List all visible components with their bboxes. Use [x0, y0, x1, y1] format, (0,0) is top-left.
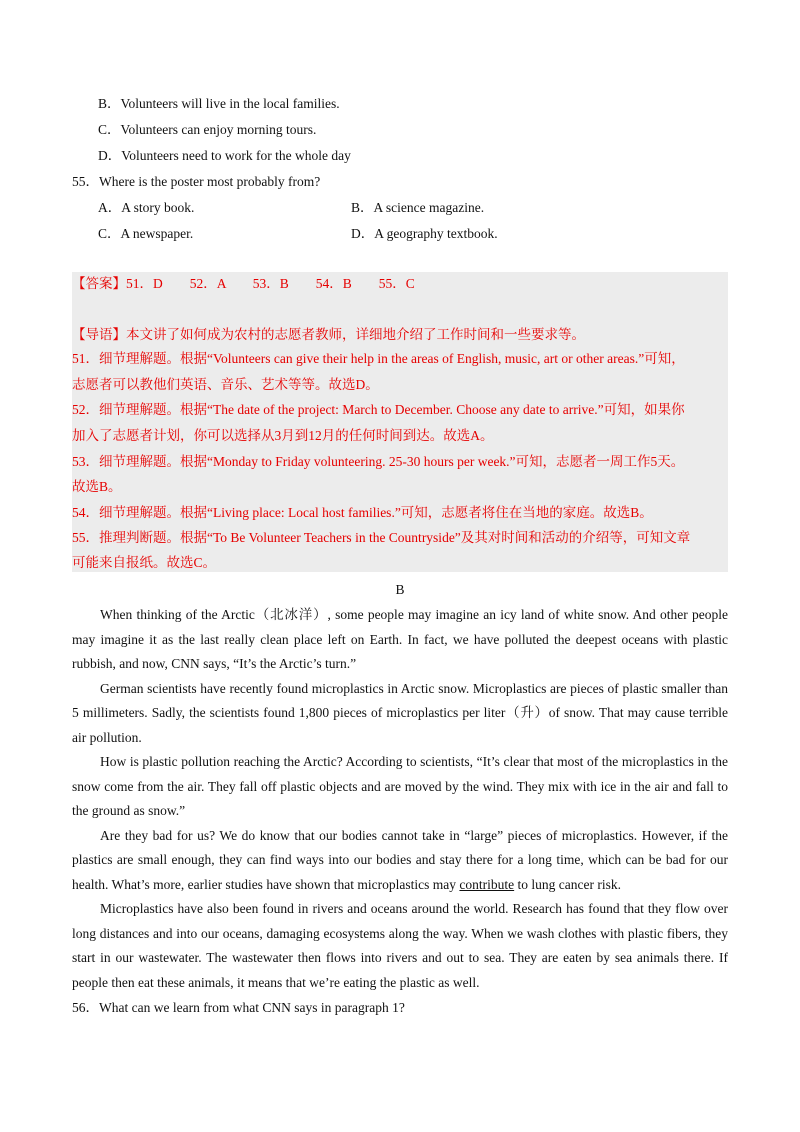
paragraph-4-end: to lung cancer risk.	[514, 876, 621, 892]
q55-option-d: D．A geography textbook.	[351, 226, 498, 241]
explanation-53-line2: 故选B。	[72, 479, 122, 494]
q54-option-d: D．Volunteers need to work for the whole day	[98, 148, 351, 163]
explanation-53-line1: 53．细节理解题。根据“Monday to Friday volunteering. 25-30 hours per week.”可知，志愿者一周工作5天。	[72, 454, 685, 469]
passage-b	[72, 603, 728, 995]
q55-option-b: B．A science magazine.	[351, 200, 485, 215]
q54-option-c: C．Volunteers can enjoy morning tours.	[98, 122, 317, 137]
q55-option-c: C．A newspaper.	[98, 226, 194, 241]
underlined-word: contribute	[459, 876, 515, 892]
explanation-55-line2: 可能来自报纸。故选C。	[72, 555, 217, 570]
answer-key: 【答案】51．D 52．A 53．B 54．B 55．C	[72, 276, 415, 291]
paragraph-4-text: Are they bad for us? We do know that our bodies cannot take in “large” pieces of microplastics. However, if the plastics are small enough, they can find ways into our bodies and stay there for a long time, which can be bad for our health. What’s more, earlier studies have shown that microplastics may	[72, 827, 728, 892]
paragraph-2: German scientists have recently found microplastics in Arctic snow. Microplastics are pieces of plastic smaller than 5 millimeters. Sadly, the scientists found 1,800 pieces of microplastics per liter（升）of snow. That may cause terrible air pollution.	[72, 680, 728, 745]
paragraph-4	[72, 824, 728, 898]
answer-guide: 【导语】本文讲了如何成为农村的志愿者教师，详细地介绍了工作时间和一些要求等。	[72, 327, 585, 342]
answer-panel	[72, 272, 728, 572]
explanation-55-line1: 55．推理判断题。根据“To Be Volunteer Teachers in the Countryside”及其对时间和活动的介绍等，可知文章	[72, 530, 691, 545]
section-heading: B	[395, 582, 405, 597]
paragraph-1: When thinking of the Arctic（北冰洋）, some people may imagine an icy land of white snow. And other people may imagine it as the last really clean place left on Earth. In fact, we have polluted the deepest oceans with plastic rubbish, and now, CNN says, “It’s the Arctic’s turn.”	[72, 607, 728, 671]
explanation-52-line1: 52．细节理解题。根据“The date of the project: March to December. Choose any date to arrive.”可知，如果你	[72, 402, 685, 417]
explanation-51-line2: 志愿者可以教他们英语、音乐、艺术等等。故选D。	[72, 377, 379, 392]
explanation-51-line1: 51．细节理解题。根据“Volunteers can give their help in the areas of English, music, art or other areas.”可知，	[72, 351, 685, 366]
paragraph-3: How is plastic pollution reaching the Arctic? According to scientists, “It’s clear that most of the microplastics in the snow come from the air. They fall off plastic objects and are moved by the wind. They mix with ice in the air and fall to the ground as snow.”	[72, 754, 728, 818]
q54-option-b: B．Volunteers will live in the local families.	[98, 96, 340, 111]
q55-option-a: A．A story book.	[98, 200, 195, 215]
paragraph-5: Microplastics have also been found in rivers and oceans around the world. Research has found that they flow over long distances and into our oceans, damaging ecosystems along the way. When we wash clothes with plastic fibers, they start in our wastewater. The wastewater then flows into rivers and out to sea. They are eaten by sea animals there. If people then eat these animals, it means that we’re eating the plastic as well.	[72, 901, 728, 990]
q55-stem: 55．Where is the poster most probably from?	[72, 174, 321, 189]
q56-stem: 56．What can we learn from what CNN says in paragraph 1?	[72, 1000, 405, 1015]
explanation-52-line2: 加入了志愿者计划，你可以选择从3月到12月的任何时间到达。故选A。	[72, 428, 494, 443]
explanation-54: 54．细节理解题。根据“Living place: Local host families.”可知，志愿者将住在当地的家庭。故选B。	[72, 505, 653, 520]
